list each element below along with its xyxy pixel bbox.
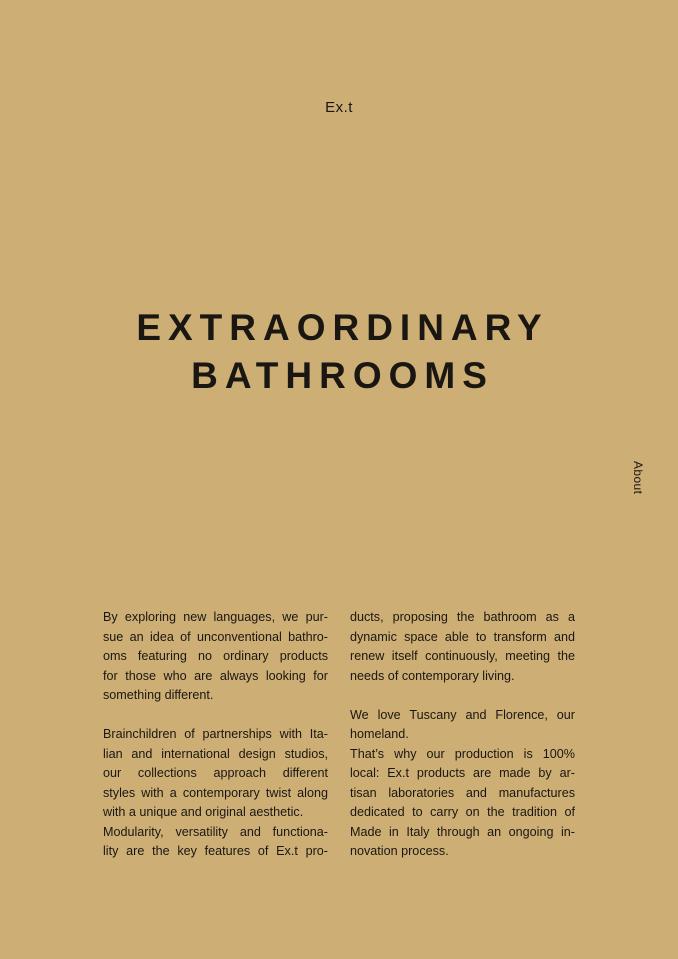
- page-headline: [0, 304, 678, 400]
- text-line: novation process.: [350, 844, 449, 858]
- body-column-right: [350, 608, 575, 862]
- text-line: renew itself continuously, meeting the: [350, 649, 575, 663]
- text-line: homeland.: [350, 727, 409, 741]
- text-line: lian and international design studios,: [103, 746, 328, 761]
- left-paragraph-1: [103, 608, 328, 706]
- text-line: for those who are always looking for: [103, 668, 328, 683]
- side-label-about: About: [631, 461, 645, 495]
- text-line: Brainchildren of partnerships with Ita-: [103, 727, 328, 741]
- text-line: That’s why our production is 100%: [350, 746, 575, 761]
- text-line: needs of contemporary living.: [350, 668, 515, 683]
- text-line: By exploring new languages, we pur-: [103, 610, 328, 624]
- text-line: our collections approach different: [103, 766, 328, 780]
- text-line: sue an idea of unconventional bathro-: [103, 629, 328, 644]
- text-line: tisan laboratories and manufactures: [350, 785, 575, 800]
- text-line: something different.: [103, 688, 214, 702]
- text-line: local: Ex.t products are made by ar-: [350, 766, 575, 780]
- right-paragraph-1: [350, 608, 575, 686]
- text-line: dedicated to carry on the tradition of: [350, 805, 575, 819]
- text-line: ducts, proposing the bathroom as a: [350, 610, 575, 624]
- text-line: We love Tuscany and Florence, our: [350, 707, 575, 722]
- text-line: dynamic space able to transform and: [350, 629, 575, 644]
- text-line: oms featuring no ordinary products: [103, 649, 328, 663]
- brand-logo-text: Ex.t: [325, 99, 353, 116]
- right-paragraph-2: [350, 706, 575, 862]
- text-line: Modularity, versatility and functiona-: [103, 824, 328, 839]
- left-paragraph-2: [103, 725, 328, 862]
- headline-line-2: BATHROOMS: [191, 355, 494, 396]
- headline-line-1: EXTRAORDINARY: [136, 307, 549, 348]
- text-line: styles with a contemporary twist along: [103, 785, 328, 800]
- text-line: with a unique and original aesthetic.: [103, 805, 304, 819]
- body-column-left: [103, 608, 328, 862]
- text-line: Made in Italy through an ongoing in-: [350, 824, 575, 839]
- text-line: lity are the key features of Ex.t pro-: [103, 844, 328, 858]
